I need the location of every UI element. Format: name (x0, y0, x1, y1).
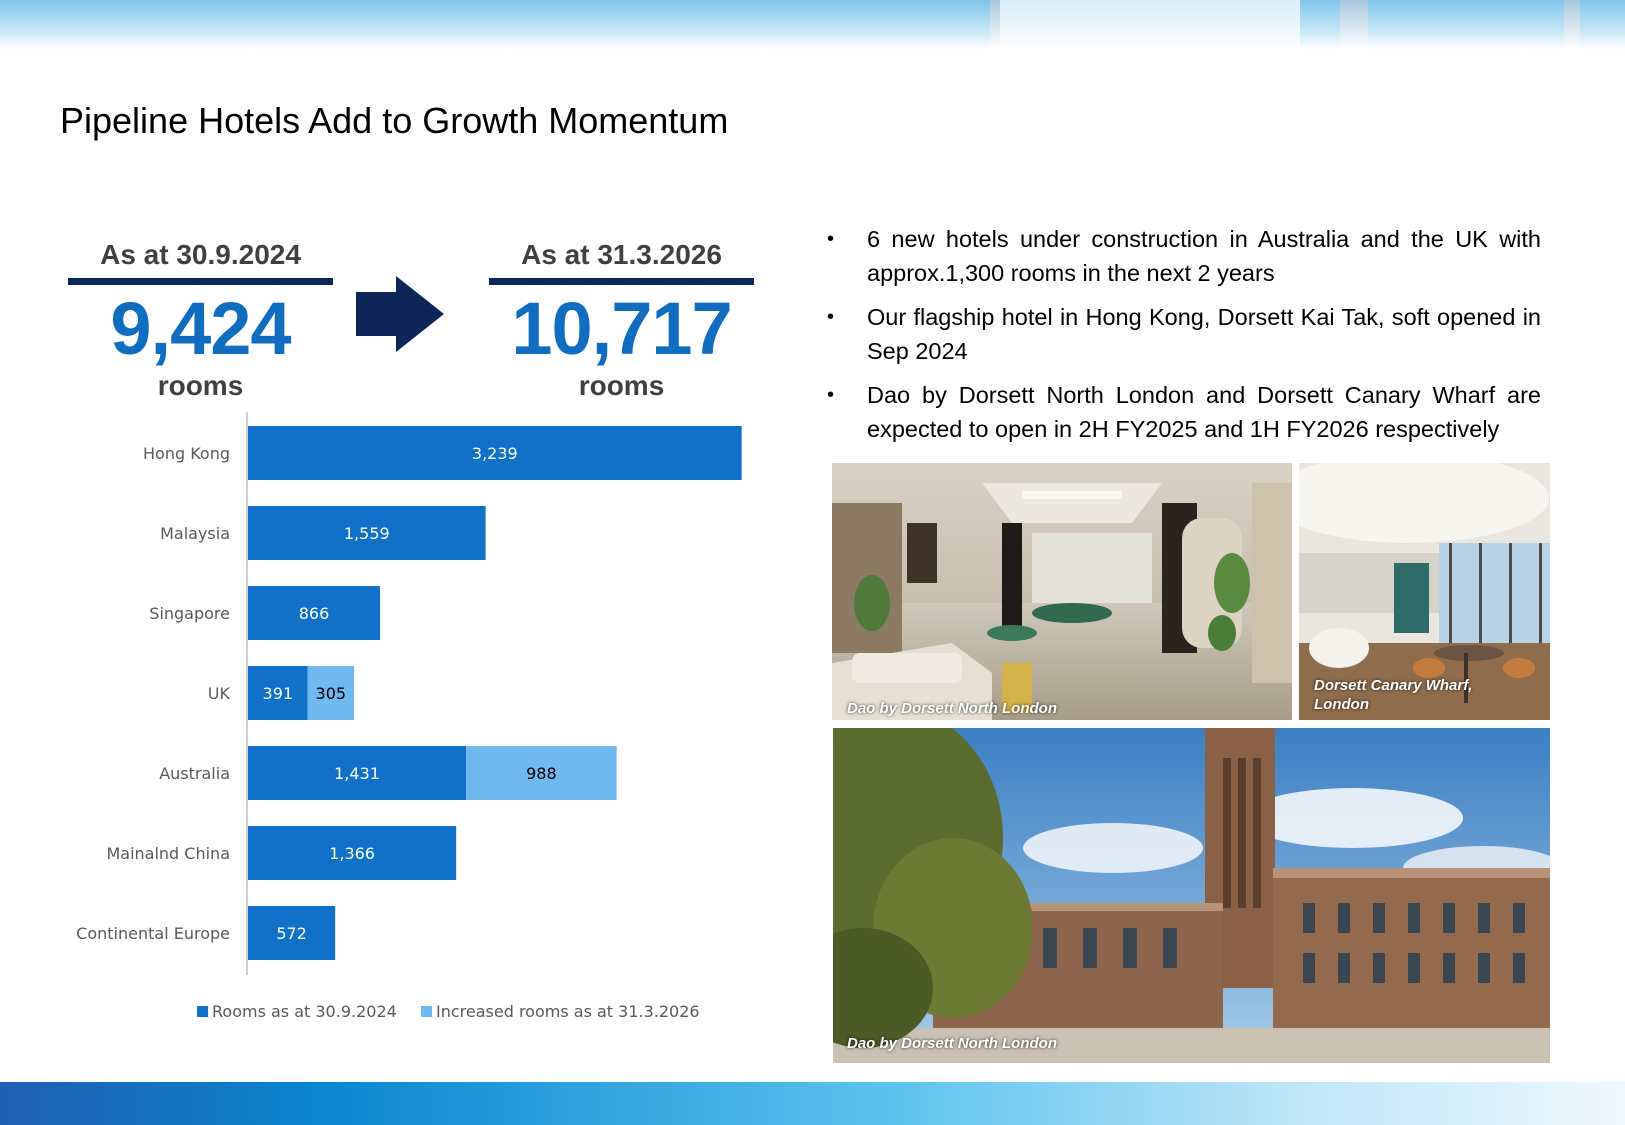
top-banner-strip (1340, 0, 1368, 50)
rooms-bar-chart (0, 400, 760, 990)
chart-legend (197, 1002, 397, 1021)
exterior-illustration (833, 728, 1550, 1063)
data-label: 572 (276, 924, 307, 943)
bullet-text: Dao by Dorsett North London and Dorsett Canary Wharf are expected to open in 2H FY2025 and 1H FY2026 respectively (867, 382, 1541, 442)
top-banner (0, 0, 1625, 50)
category-label: Malaysia (160, 524, 230, 543)
photo-caption-line: London (1314, 696, 1369, 713)
chart-legend-increase (421, 1002, 700, 1021)
category-label: Mainalnd China (106, 844, 230, 863)
page-title: Pipeline Hotels Add to Growth Momentum (60, 100, 729, 141)
bullet-dot-icon: • (827, 228, 835, 250)
legend-swatch-increase (421, 1006, 432, 1017)
data-label: 3,239 (471, 444, 518, 463)
bottom-banner (0, 1082, 1625, 1125)
photo-restaurant (1299, 463, 1550, 720)
category-label: Continental Europe (76, 924, 230, 943)
bullet-dot-icon: • (827, 306, 835, 328)
photo-hotel-lobby (832, 463, 1292, 720)
bullet-dot-icon: • (827, 384, 835, 406)
category-label: Singapore (149, 604, 230, 623)
top-banner-strip (1564, 0, 1580, 50)
data-label: 1,366 (329, 844, 375, 863)
stat-current (68, 236, 333, 403)
data-label: 391 (262, 684, 294, 703)
category-label: UK (207, 684, 230, 703)
legend-label-increase: Increased rooms as at 31.3.2026 (436, 1002, 700, 1021)
stat-current-value: 9,424 (110, 287, 291, 370)
photo-hotel-exterior (833, 728, 1550, 1063)
stat-future-unit: rooms (578, 370, 665, 401)
top-banner-block (1000, 0, 1300, 50)
stat-future-value: 10,717 (511, 287, 732, 370)
photo-caption (1314, 676, 1472, 714)
legend-label-current: Rooms as at 30.9.2024 (212, 1002, 397, 1021)
bullet-item (825, 300, 1541, 368)
photo-caption: Dao by Dorsett North London (847, 700, 1057, 717)
stat-future-rule (489, 278, 754, 285)
data-label: 988 (526, 764, 557, 783)
right-arrow-icon (356, 276, 444, 352)
lobby-illustration (832, 463, 1292, 720)
category-label: Australia (159, 764, 230, 783)
bullet-text: Our flagship hotel in Hong Kong, Dorsett Kai Tak, soft opened in Sep 2024 (867, 304, 1541, 364)
stat-future-label: As at 31.3.2026 (521, 239, 722, 270)
photo-caption: Dao by Dorsett North London (847, 1035, 1057, 1052)
category-label: Hong Kong (143, 444, 230, 463)
bullet-list (825, 222, 1541, 456)
bullet-item (825, 222, 1541, 290)
stat-current-label: As at 30.9.2024 (100, 239, 301, 270)
stat-current-unit: rooms (157, 370, 244, 401)
data-label: 1,559 (343, 524, 390, 543)
stat-future (489, 236, 754, 403)
data-label: 305 (315, 684, 347, 703)
top-banner-strip (990, 0, 1000, 50)
bullet-text: 6 new hotels under construction in Australia and the UK with approx.1,300 rooms in the next 2 years (867, 226, 1541, 286)
data-label: 866 (298, 604, 330, 623)
stat-current-rule (68, 278, 333, 285)
bullet-item (825, 378, 1541, 446)
photo-caption-line: Dorsett Canary Wharf, (1314, 677, 1473, 694)
data-label: 1,431 (334, 764, 380, 783)
legend-swatch-current (197, 1006, 208, 1017)
